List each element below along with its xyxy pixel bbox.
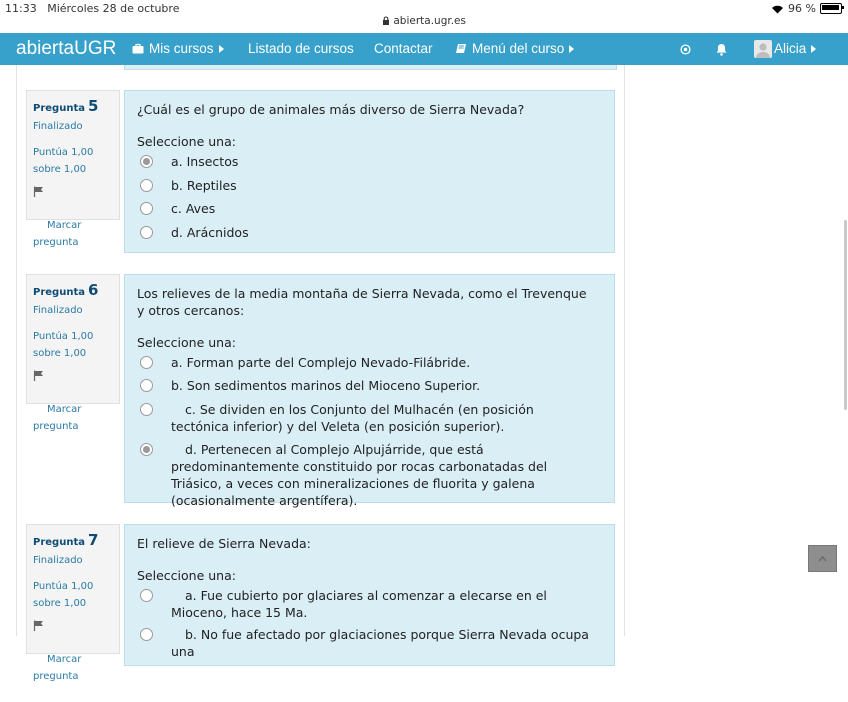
address-url: abierta.ugr.es	[393, 15, 466, 27]
answer-option[interactable]	[157, 224, 577, 241]
select-prompt: Seleccione una:	[137, 335, 236, 350]
flag-icon	[33, 620, 44, 631]
question-status: Finalizado	[33, 305, 83, 316]
flag-icon	[33, 186, 44, 197]
select-prompt: Seleccione una:	[137, 134, 236, 149]
flag-icon	[33, 370, 44, 381]
answer-option[interactable]	[157, 441, 577, 509]
settings-icon[interactable]	[680, 44, 691, 55]
wifi-icon	[771, 4, 784, 14]
radio[interactable]	[140, 202, 153, 215]
lock-icon	[382, 16, 390, 25]
answer-option[interactable]	[157, 377, 577, 394]
answer-option[interactable]	[157, 401, 577, 435]
brand-logo[interactable]: abiertaUGR	[16, 38, 117, 59]
question-score: Puntúa 1,00 sobre 1,00	[33, 331, 94, 359]
page-scrollbar[interactable]	[844, 220, 847, 410]
question-box	[124, 90, 615, 253]
question-info	[26, 524, 120, 682]
answer-option[interactable]	[157, 354, 577, 371]
user-icon	[754, 40, 772, 58]
caret-right-icon	[219, 45, 224, 53]
select-prompt: Seleccione una:	[137, 568, 236, 583]
answer-option-label: a. Forman parte del Complejo Nevado-Filábride.	[171, 355, 471, 370]
flag-question-link[interactable]	[33, 617, 81, 702]
answer-option-label: d. Pertenecen al Complejo Alpujárride, que está predominantemente constituido por rocas carbonatadas del Triásico, a veces con mineralizaciones de fluorita y galena (ocasionalmente argentífera).	[171, 442, 548, 508]
battery-status	[771, 2, 842, 15]
answer-option[interactable]	[157, 177, 577, 194]
radio[interactable]	[140, 403, 153, 416]
radio-selected[interactable]	[140, 155, 153, 168]
answer-option-label: b. No fue afectado por glaciaciones porque Sierra Nevada ocupa una	[171, 627, 589, 659]
question-score: Puntúa 1,00 sobre 1,00	[33, 581, 94, 609]
caret-right-icon	[569, 45, 574, 53]
nav-contact[interactable]: Contactar	[374, 41, 433, 56]
status-date: Miércoles 28 de octubre	[47, 2, 180, 15]
answer-option-label: c. Aves	[171, 201, 216, 216]
answer-option-label: d. Arácnidos	[171, 225, 249, 240]
nav-my-courses-label: Mis cursos	[149, 41, 214, 56]
radio[interactable]	[140, 179, 153, 192]
briefcase-icon	[132, 43, 144, 54]
nav-course-menu[interactable]	[456, 41, 574, 56]
flag-question-link[interactable]	[33, 367, 81, 452]
caret-right-icon	[811, 45, 816, 53]
answer-option[interactable]	[157, 626, 589, 660]
question-info	[26, 274, 120, 432]
question-number: Pregunta 7	[33, 531, 99, 549]
radio[interactable]	[140, 379, 153, 392]
question-box	[124, 274, 615, 508]
status-time: 11:33 Miércoles 28 de octubre	[5, 2, 180, 15]
question-text: ¿Cuál es el grupo de animales más diverso de Sierra Nevada?	[137, 102, 525, 117]
previous-question-box	[124, 65, 617, 70]
flag-question-label: Marcar pregunta	[33, 654, 82, 682]
answer-option[interactable]	[157, 587, 577, 621]
bell-icon[interactable]	[715, 43, 728, 56]
answer-option-label: a. Insectos	[171, 154, 239, 169]
chevron-up-icon	[809, 546, 836, 571]
quiz-review-content	[16, 65, 625, 682]
question-text: Los relieves de la media montaña de Sierra Nevada, como el Trevenque y otros cercanos:	[137, 286, 587, 318]
answer-option[interactable]	[157, 153, 577, 170]
address-bar[interactable]	[0, 15, 848, 27]
nav-course-menu-label: Menú del curso	[472, 41, 565, 56]
question-status: Finalizado	[33, 121, 83, 132]
radio[interactable]	[140, 356, 153, 369]
scroll-to-top-button[interactable]	[808, 545, 837, 572]
battery-percent: 96 %	[788, 2, 816, 15]
question-number: Pregunta 6	[33, 281, 99, 299]
book-icon	[456, 43, 467, 54]
question-box	[124, 524, 615, 666]
question-number: Pregunta 5	[33, 97, 99, 115]
user-name: Alicia	[774, 41, 807, 56]
flag-question-label: Marcar pregunta	[33, 404, 82, 432]
question-text: El relieve de Sierra Nevada:	[137, 536, 311, 551]
top-navbar	[0, 33, 848, 65]
radio-selected[interactable]	[140, 443, 153, 456]
question-status: Finalizado	[33, 555, 83, 566]
radio[interactable]	[140, 226, 153, 239]
answer-option[interactable]	[157, 200, 577, 217]
battery-icon	[820, 3, 842, 14]
nav-my-courses[interactable]	[132, 41, 224, 56]
flag-question-label: Marcar pregunta	[33, 220, 82, 248]
answer-option-label: b. Son sedimentos marinos del Mioceno Superior.	[171, 378, 481, 393]
user-menu[interactable]	[774, 41, 816, 56]
answer-option-label: b. Reptiles	[171, 178, 237, 193]
flag-question-link[interactable]	[33, 183, 81, 268]
radio[interactable]	[140, 589, 153, 602]
question-info	[26, 90, 120, 248]
question-score: Puntúa 1,00 sobre 1,00	[33, 147, 94, 175]
status-bar	[0, 0, 848, 32]
nav-course-list[interactable]: Listado de cursos	[248, 41, 354, 56]
avatar[interactable]	[754, 40, 772, 58]
answer-option-label: a. Fue cubierto por glaciares al comenzar a elecarse en el Mioceno, hace 15 Ma.	[171, 588, 547, 620]
radio[interactable]	[140, 628, 153, 641]
answer-option-label: c. Se dividen en los Conjunto del Mulhacén (en posición tectónica inferior) y del Veleta (en posición superior).	[171, 402, 534, 434]
